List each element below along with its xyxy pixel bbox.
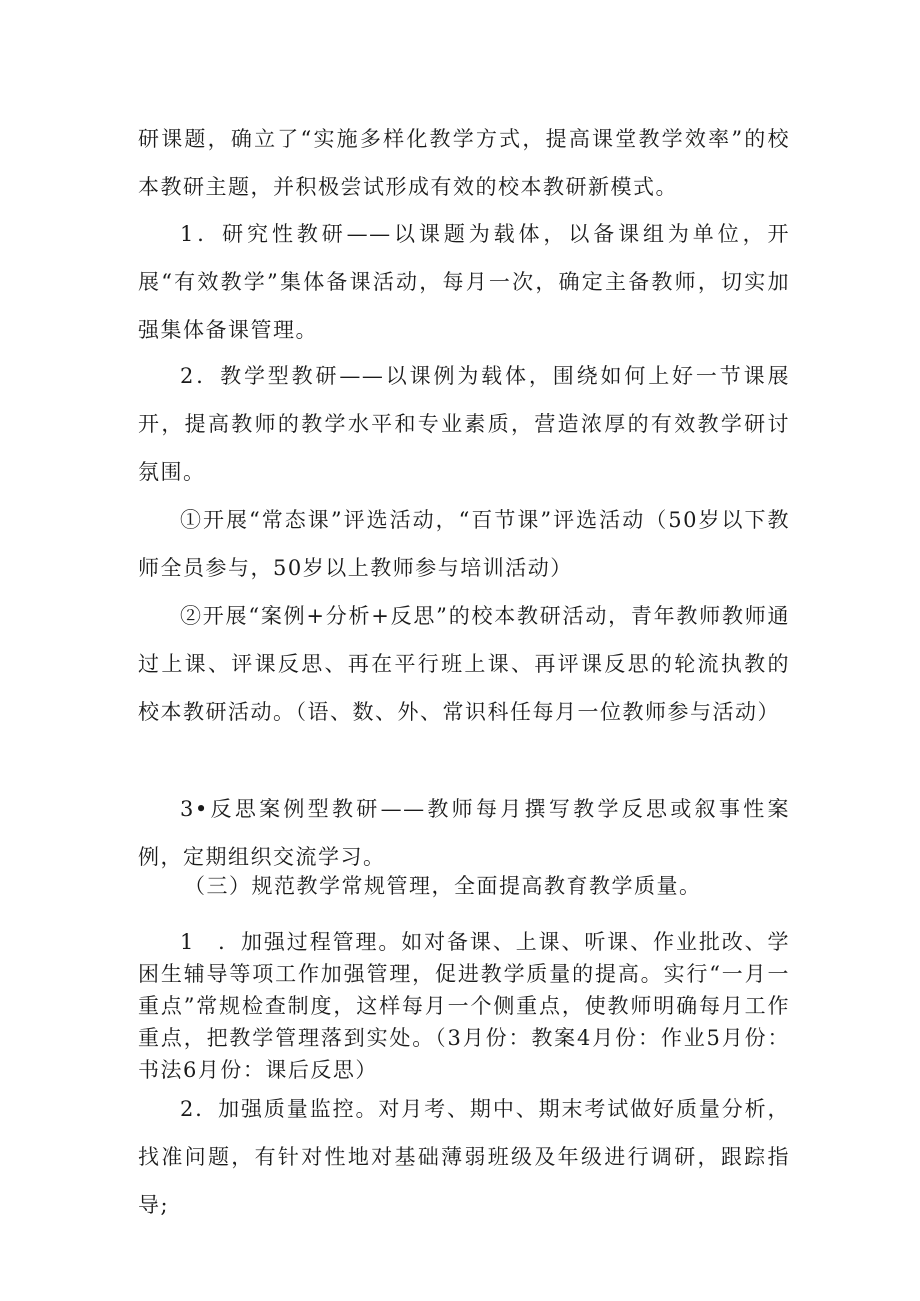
paragraph-intro: 研课题，确立了“实施多样化教学方式，提高课堂教学效率”的校本教研主题，并积极尝试形成有效的校本教研新模式。 bbox=[138, 127, 790, 199]
paragraph-quality-monitoring: 2．加强质量监控。对月考、期中、期末考试做好质量分析，找准问题，有针对性地对基础薄弱班级及年级进行调研，跟踪指导; bbox=[138, 1097, 790, 1217]
paragraph-teaching-type: 2．教学型教研——以课例为载体，围绕如何上好一节课展开，提高教师的教学水平和专业素质，营造浓厚的有效教学研讨氛围。 bbox=[138, 364, 790, 484]
paragraph-activity-two: ②开展“案例+分析+反思”的校本教研活动，青年教师教师通过上课、评课反思、再在平行班上课、再评课反思的轮流执教的校本教研活动。（语、数、外、常识科任每月一位教师参与活动） bbox=[138, 604, 790, 724]
paragraph-research-teaching: 1．研究性教研——以课题为载体，以备课组为单位，开展“有效教学”集体备课活动，每月一次，确定主备教师，切实加强集体备课管理。 bbox=[138, 222, 790, 342]
section-heading: （三）规范教学常规管理，全面提高教育教学质量。 bbox=[184, 874, 702, 898]
paragraph-reflection-case: 3•反思案例型教研——教师每月撰写教学反思或叙事性案例，定期组织交流学习。 bbox=[138, 797, 790, 869]
paragraph-process-management: 1 ．加强过程管理。如对备课、上课、听课、作业批改、学困生辅导等项工作加强管理，促进教学质量的提高。实行“一月一重点”常规检查制度，这样每月一个侧重点，使教师明确每月工作重点，把教学管理落到实处。（3月份：教案4月份：作业5月份：书法6月份：课后反思） bbox=[138, 930, 790, 1082]
paragraph-activity-one: ①开展“常态课”评选活动，“百节课”评选活动（50岁以下教师全员参与，50岁以上教师参与培训活动） bbox=[138, 508, 790, 580]
